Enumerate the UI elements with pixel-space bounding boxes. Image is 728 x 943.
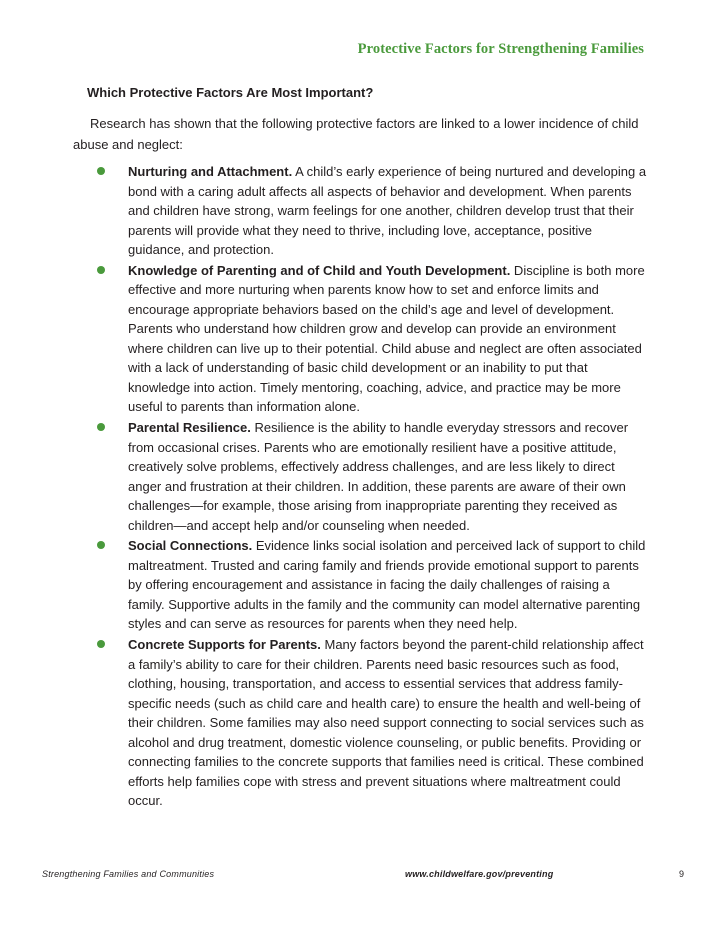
intro-paragraph: Research has shown that the following protective factors are linked to a lower incidence of child abuse and neglect:	[73, 116, 639, 152]
factor-title: Parental Resilience.	[128, 420, 251, 436]
factor-text: Evidence links social isolation and perceived lack of support to child maltreatment. Trusted and caring family and friends provide emotional support to parents by offering encouragement and assistance in facing the daily challenges of raising a family. Supportive adults in the family and the community can model alternative parenting styles and can serve as resources for parents when they need help.	[128, 538, 646, 632]
list-item	[87, 418, 649, 535]
bullet-icon	[97, 541, 105, 549]
bullet-icon	[97, 167, 105, 175]
list-item	[87, 635, 649, 811]
factor-title: Social Connections.	[128, 538, 253, 554]
protective-factors-list	[87, 162, 649, 812]
factor-text: Many factors beyond the parent-child relationship affect a family’s ability to care for their children. Parents need basic resources such as food, clothing, housing, transportation, and access to essential services that address family-specific needs (such as child care and health care) to ensure the health and well-being of their children. Some families may also need support connecting to social services such as alcohol and drug treatment, domestic violence counseling, or public benefits. Providing or connecting families to the concrete supports that families need is critical. These combined efforts help families cope with stress and prevent situations where maltreatment could occur.	[128, 637, 644, 809]
section-heading: Which Protective Factors Are Most Important?	[87, 85, 374, 100]
page-number: 9	[678, 869, 684, 879]
list-item	[87, 162, 649, 260]
list-item	[87, 261, 649, 417]
list-item	[87, 536, 649, 634]
factor-text: A child’s early experience of being nurtured and developing a bond with a caring adult affects all aspects of behavior and development. When parents and children have strong, warm feelings for one another, children develop trust that their parents will provide what they need to thrive, including love, acceptance, positive guidance, and protection.	[128, 164, 647, 257]
factor-title: Nurturing and Attachment.	[128, 164, 293, 179]
footer-url: www.childwelfare.gov/preventing	[405, 869, 554, 879]
bullet-icon	[97, 266, 105, 274]
page-header-title: Protective Factors for Strengthening Families	[357, 41, 644, 57]
factor-title: Concrete Supports for Parents.	[128, 637, 321, 653]
footer-publication-title: Strengthening Families and Communities	[42, 869, 215, 879]
factor-title: Knowledge of Parenting and of Child and Youth Development.	[128, 262, 511, 278]
bullet-icon	[97, 423, 105, 431]
bullet-icon	[97, 640, 105, 648]
factor-text: Discipline is both more effective and more nurturing when parents know how to set and enforce limits and encourage appropriate behaviors based on the child’s age and level of development. Parents who understand how children grow and develop can provide an environment where children can live up to their potential. Child abuse and neglect are often associated with a lack of understanding of basic child development or an inability to put that knowledge into action. Timely mentoring, coaching, advice, and practice may be more useful to parents than information alone.	[128, 262, 645, 415]
factor-text: Resilience is the ability to handle everyday stressors and recover from occasional crises. Parents who are emotionally resilient have a positive attitude, creatively solve problems, effectively address challenges, and are less likely to direct anger and frustration at their children. In addition, these parents are aware of their own challenges—for example, those arising from inappropriate parenting they received as children—and accept help and/or counseling when needed.	[128, 420, 629, 533]
